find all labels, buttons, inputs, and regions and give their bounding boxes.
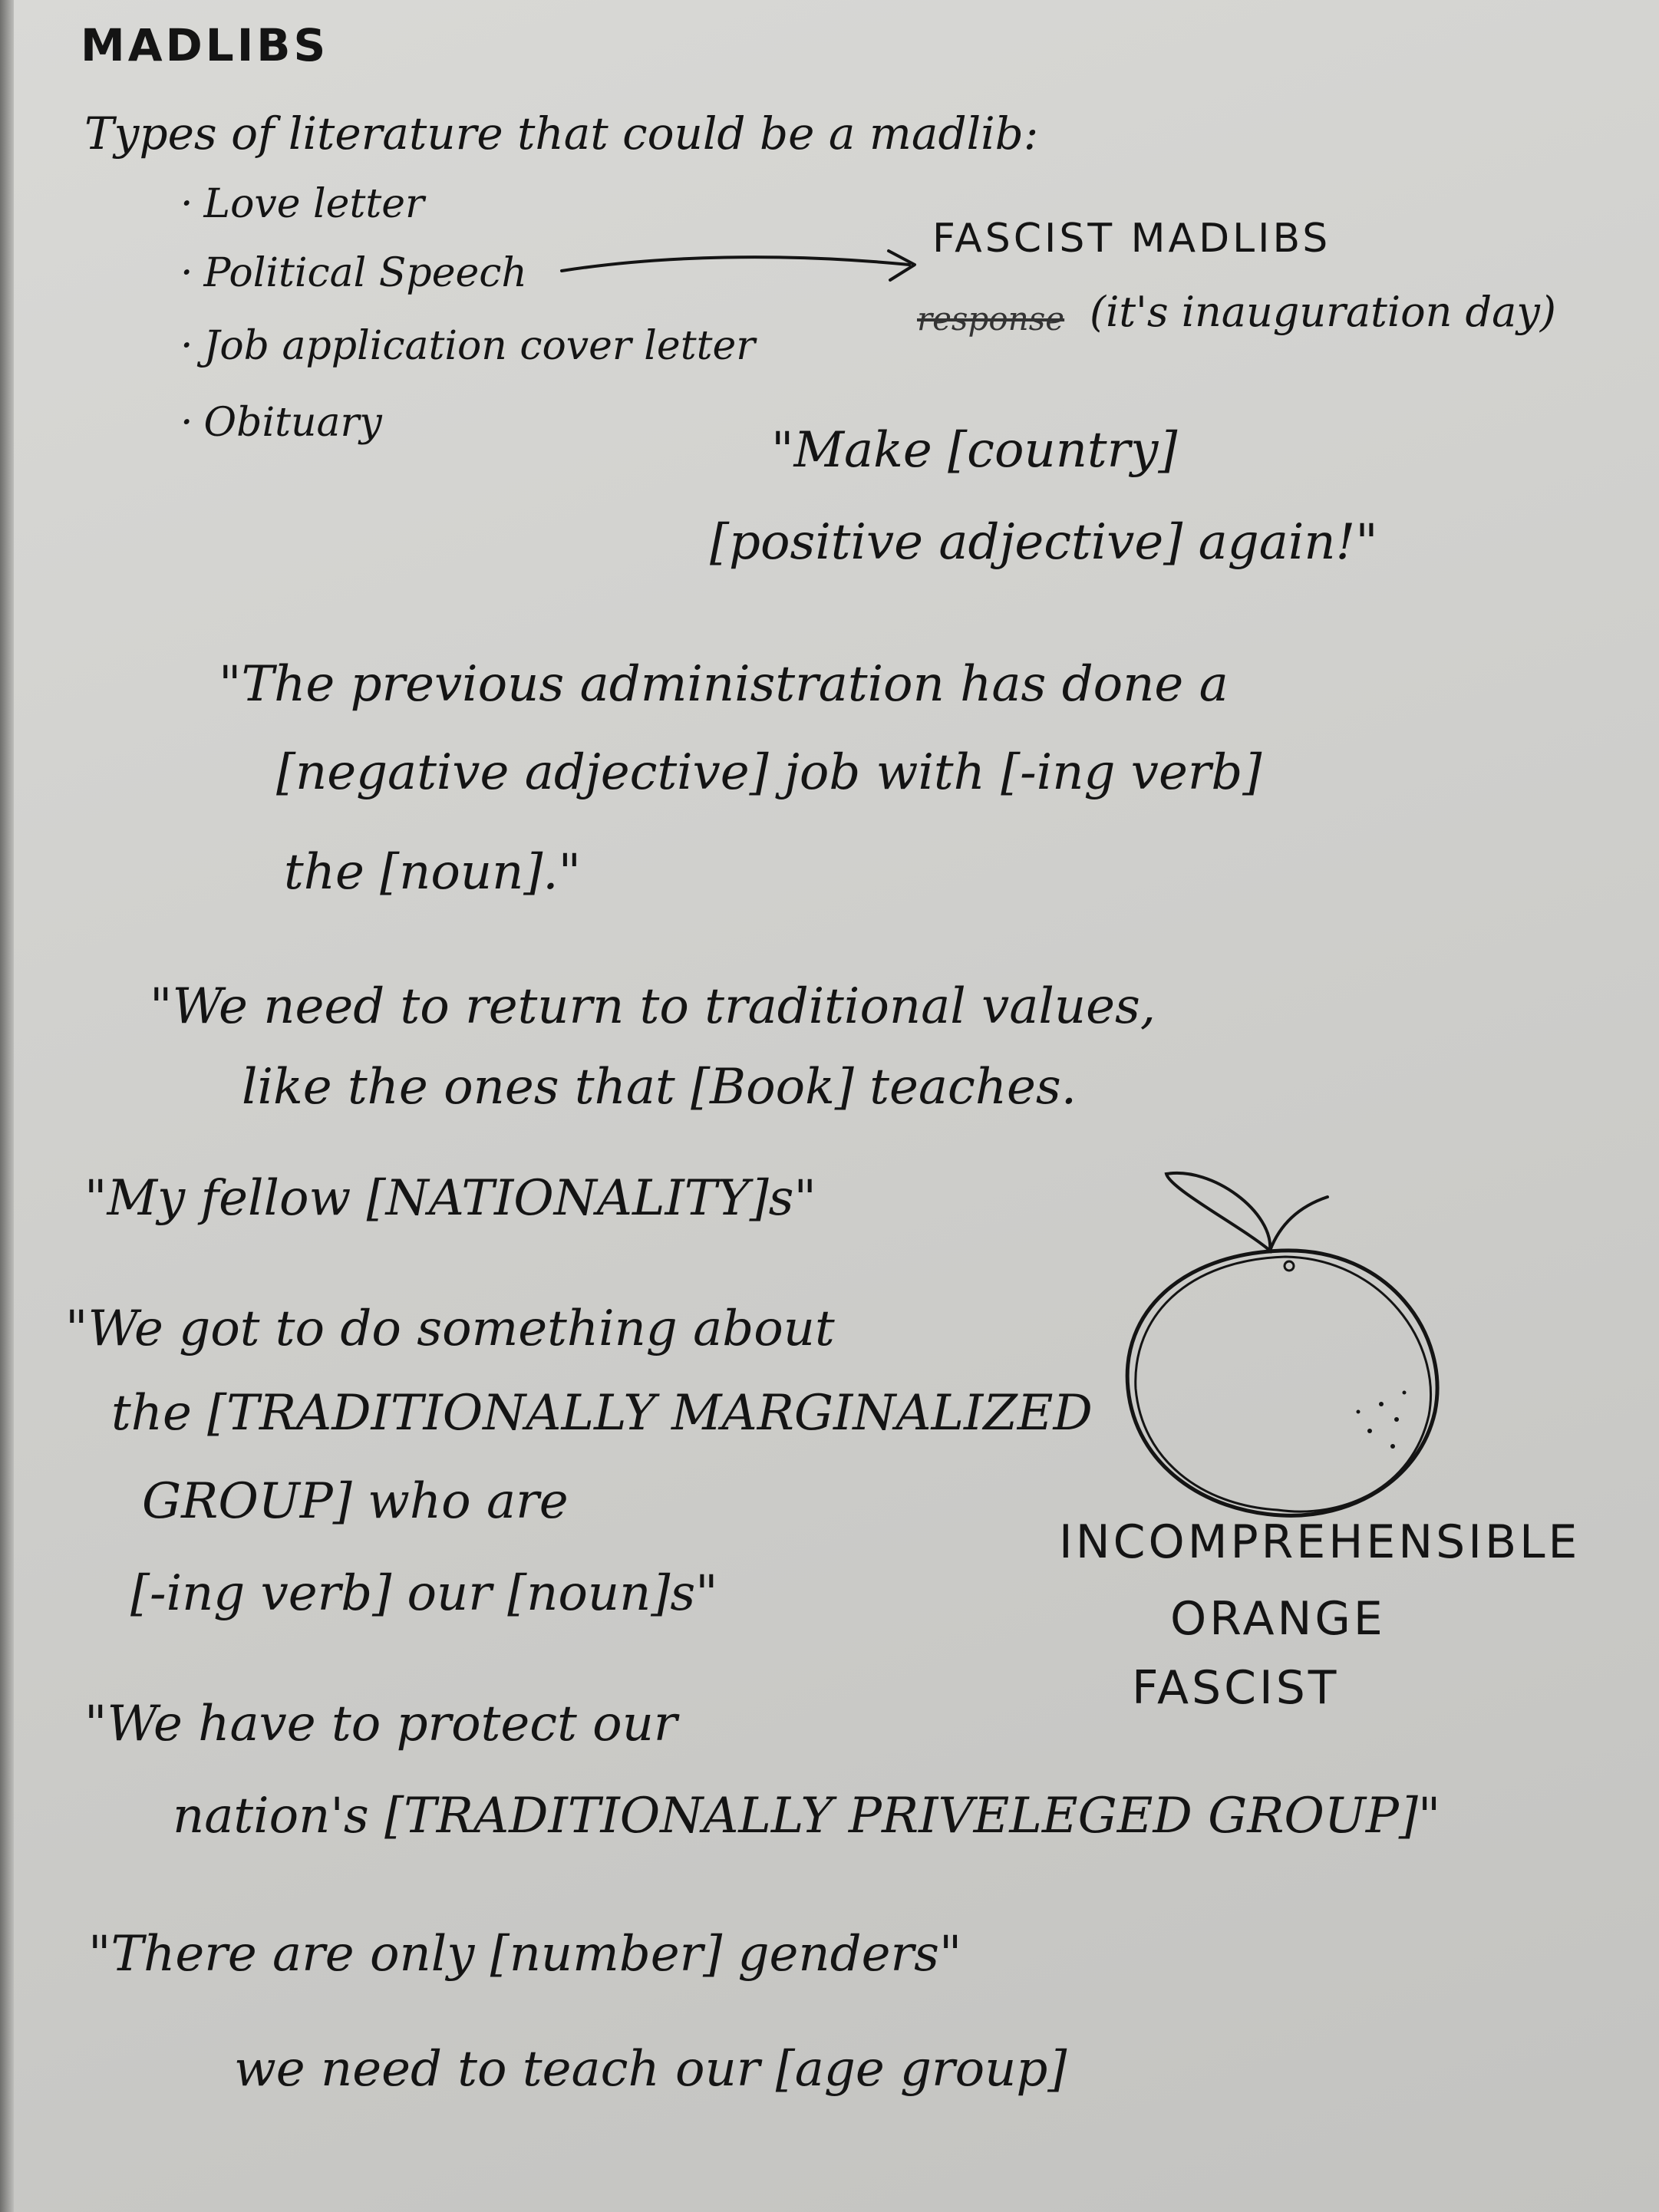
drawing-label-line-2: ORANGE <box>1170 1592 1386 1646</box>
quote-admin-line-3: the [noun]." <box>284 844 582 901</box>
list-item: · Job application cover letter <box>180 326 755 366</box>
quote-something-line-1: "We got to do something about <box>65 1300 835 1357</box>
intro-line: Types of literature that could be a madlib: <box>84 107 1039 160</box>
quote-something-line-3: GROUP] who are <box>142 1473 569 1530</box>
quote-something-line-4: [-ing verb] our [noun]s" <box>130 1565 718 1622</box>
quote-make-line-1: "Make [country] <box>771 422 1178 479</box>
struck-word: response <box>917 300 1065 338</box>
quote-admin-line-1: "The previous administration has done a <box>219 656 1229 713</box>
inauguration-note: (it's inauguration day) <box>1090 288 1556 336</box>
page-edge-shadow <box>0 0 14 2212</box>
quote-protect-line-1: "We have to protect our <box>84 1696 678 1752</box>
quote-genders-line-1: "There are only [number] genders" <box>88 1926 962 1983</box>
list-item: · Political Speech <box>180 253 527 293</box>
drawing-label-line-1: INCOMPREHENSIBLE <box>1059 1515 1581 1569</box>
arrow-icon <box>560 242 921 288</box>
list-item: · Love letter <box>180 184 424 224</box>
quote-fellow-line-1: "My fellow [NATIONALITY]s" <box>84 1170 816 1227</box>
quote-something-line-2: the [TRADITIONALLY MARGINALIZED <box>111 1385 1093 1442</box>
orange-drawing-icon <box>1097 1159 1458 1527</box>
page-title: MADLIBS <box>81 19 329 71</box>
quote-admin-line-2: [negative adjective] job with [-ing verb] <box>276 744 1262 801</box>
list-item: · Obituary <box>180 403 382 443</box>
quote-values-line-2: like the ones that [Book] teaches. <box>242 1059 1077 1116</box>
fascist-madlibs-heading: FASCIST MADLIBS <box>932 216 1331 262</box>
drawing-label-line-3: FASCIST <box>1132 1661 1340 1715</box>
quote-values-line-1: "We need to return to traditional values, <box>150 978 1156 1035</box>
quote-make-line-2: [positive adjective] again!" <box>710 514 1378 571</box>
quote-genders-line-2: we need to teach our [age group] <box>234 2041 1067 2098</box>
quote-protect-line-2: nation's [TRADITIONALLY PRIVELEGED GROUP]" <box>173 1788 1441 1844</box>
